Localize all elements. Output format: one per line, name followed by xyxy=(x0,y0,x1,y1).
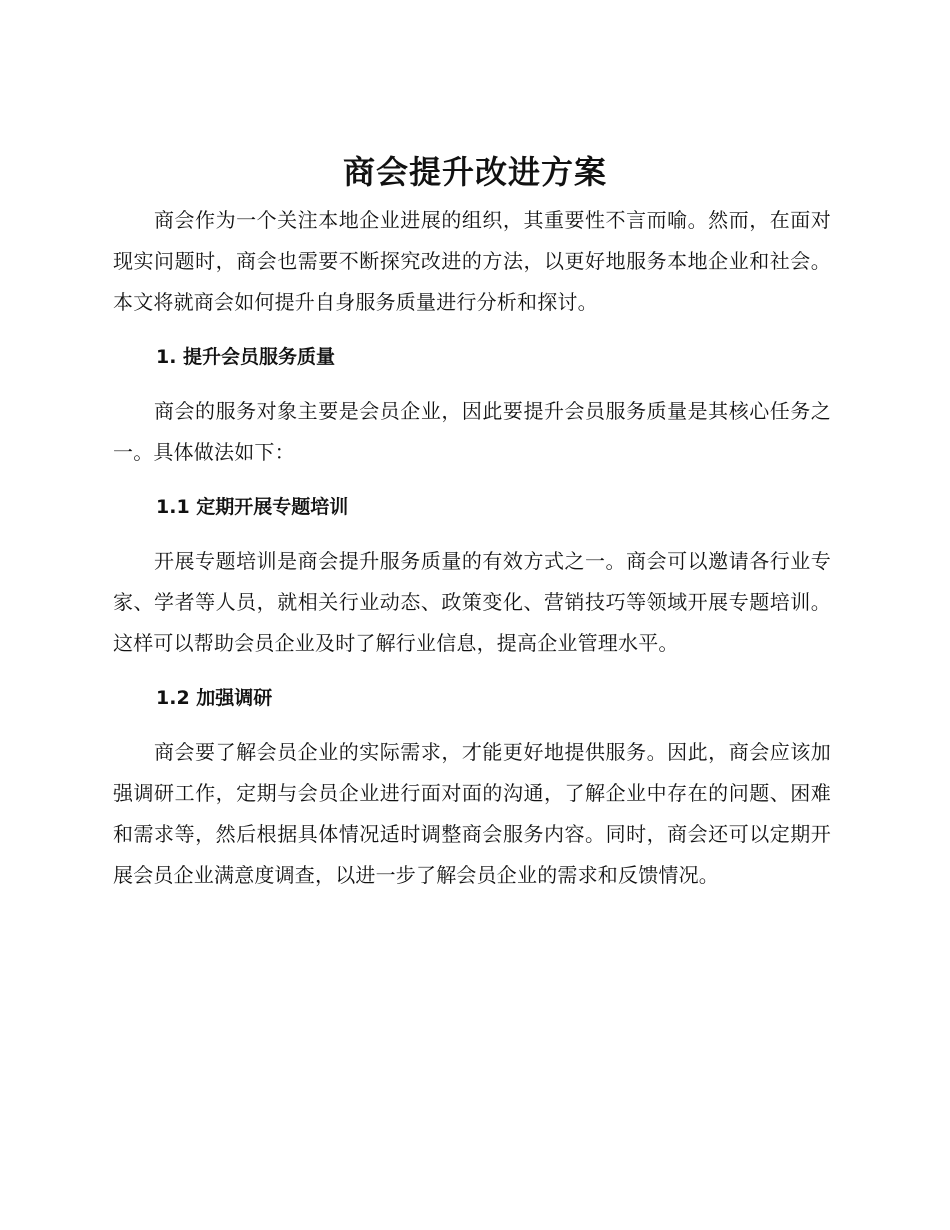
section-heading-1-2: 1.2 加强调研 xyxy=(156,687,273,709)
spacer xyxy=(113,323,831,337)
section-paragraph-1-1: 开展专题培训是商会提升服务质量的有效方式之一。商会可以邀请各行业专家、学者等人员，就相关行业动态、政策变化、营销技巧等领域开展专题培训。这样可以帮助会员企业及时了解行业信息，提高企业管理水平。 xyxy=(113,549,831,655)
document-title: 商会提升改进方案 xyxy=(342,153,607,191)
section-paragraph-1-2: 商会要了解会员企业的实际需求，才能更好地提供服务。因此，商会应该加强调研工作，定期与会员企业进行面对面的沟通，了解企业中存在的问题、困难和需求等，然后根据具体情况适时调整商会服务内容。同时，商会还可以定期开展会员企业满意度调查，以进一步了解会员企业的需求和反馈情况。 xyxy=(113,740,831,887)
section-heading-1-1: 1.1 定期开展专题培训 xyxy=(156,496,349,518)
spacer xyxy=(113,528,831,541)
spacer xyxy=(113,378,831,391)
section-heading-1: 1. 提升会员服务质量 xyxy=(156,346,336,368)
intro-paragraph: 商会作为一个关注本地企业进展的组织，其重要性不言而喻。然而，在面对现实问题时，商会也需要不断探究改进的方法，以更好地服务本地企业和社会。本文将就商会如何提升自身服务质量进行分析和探讨。 xyxy=(113,208,831,314)
spacer xyxy=(113,719,831,732)
document-body xyxy=(113,200,831,896)
section-paragraph-1: 商会的服务对象主要是会员企业，因此要提升会员服务质量是其核心任务之一。具体做法如下： xyxy=(113,399,831,464)
spacer xyxy=(113,664,831,678)
spacer xyxy=(113,473,831,487)
